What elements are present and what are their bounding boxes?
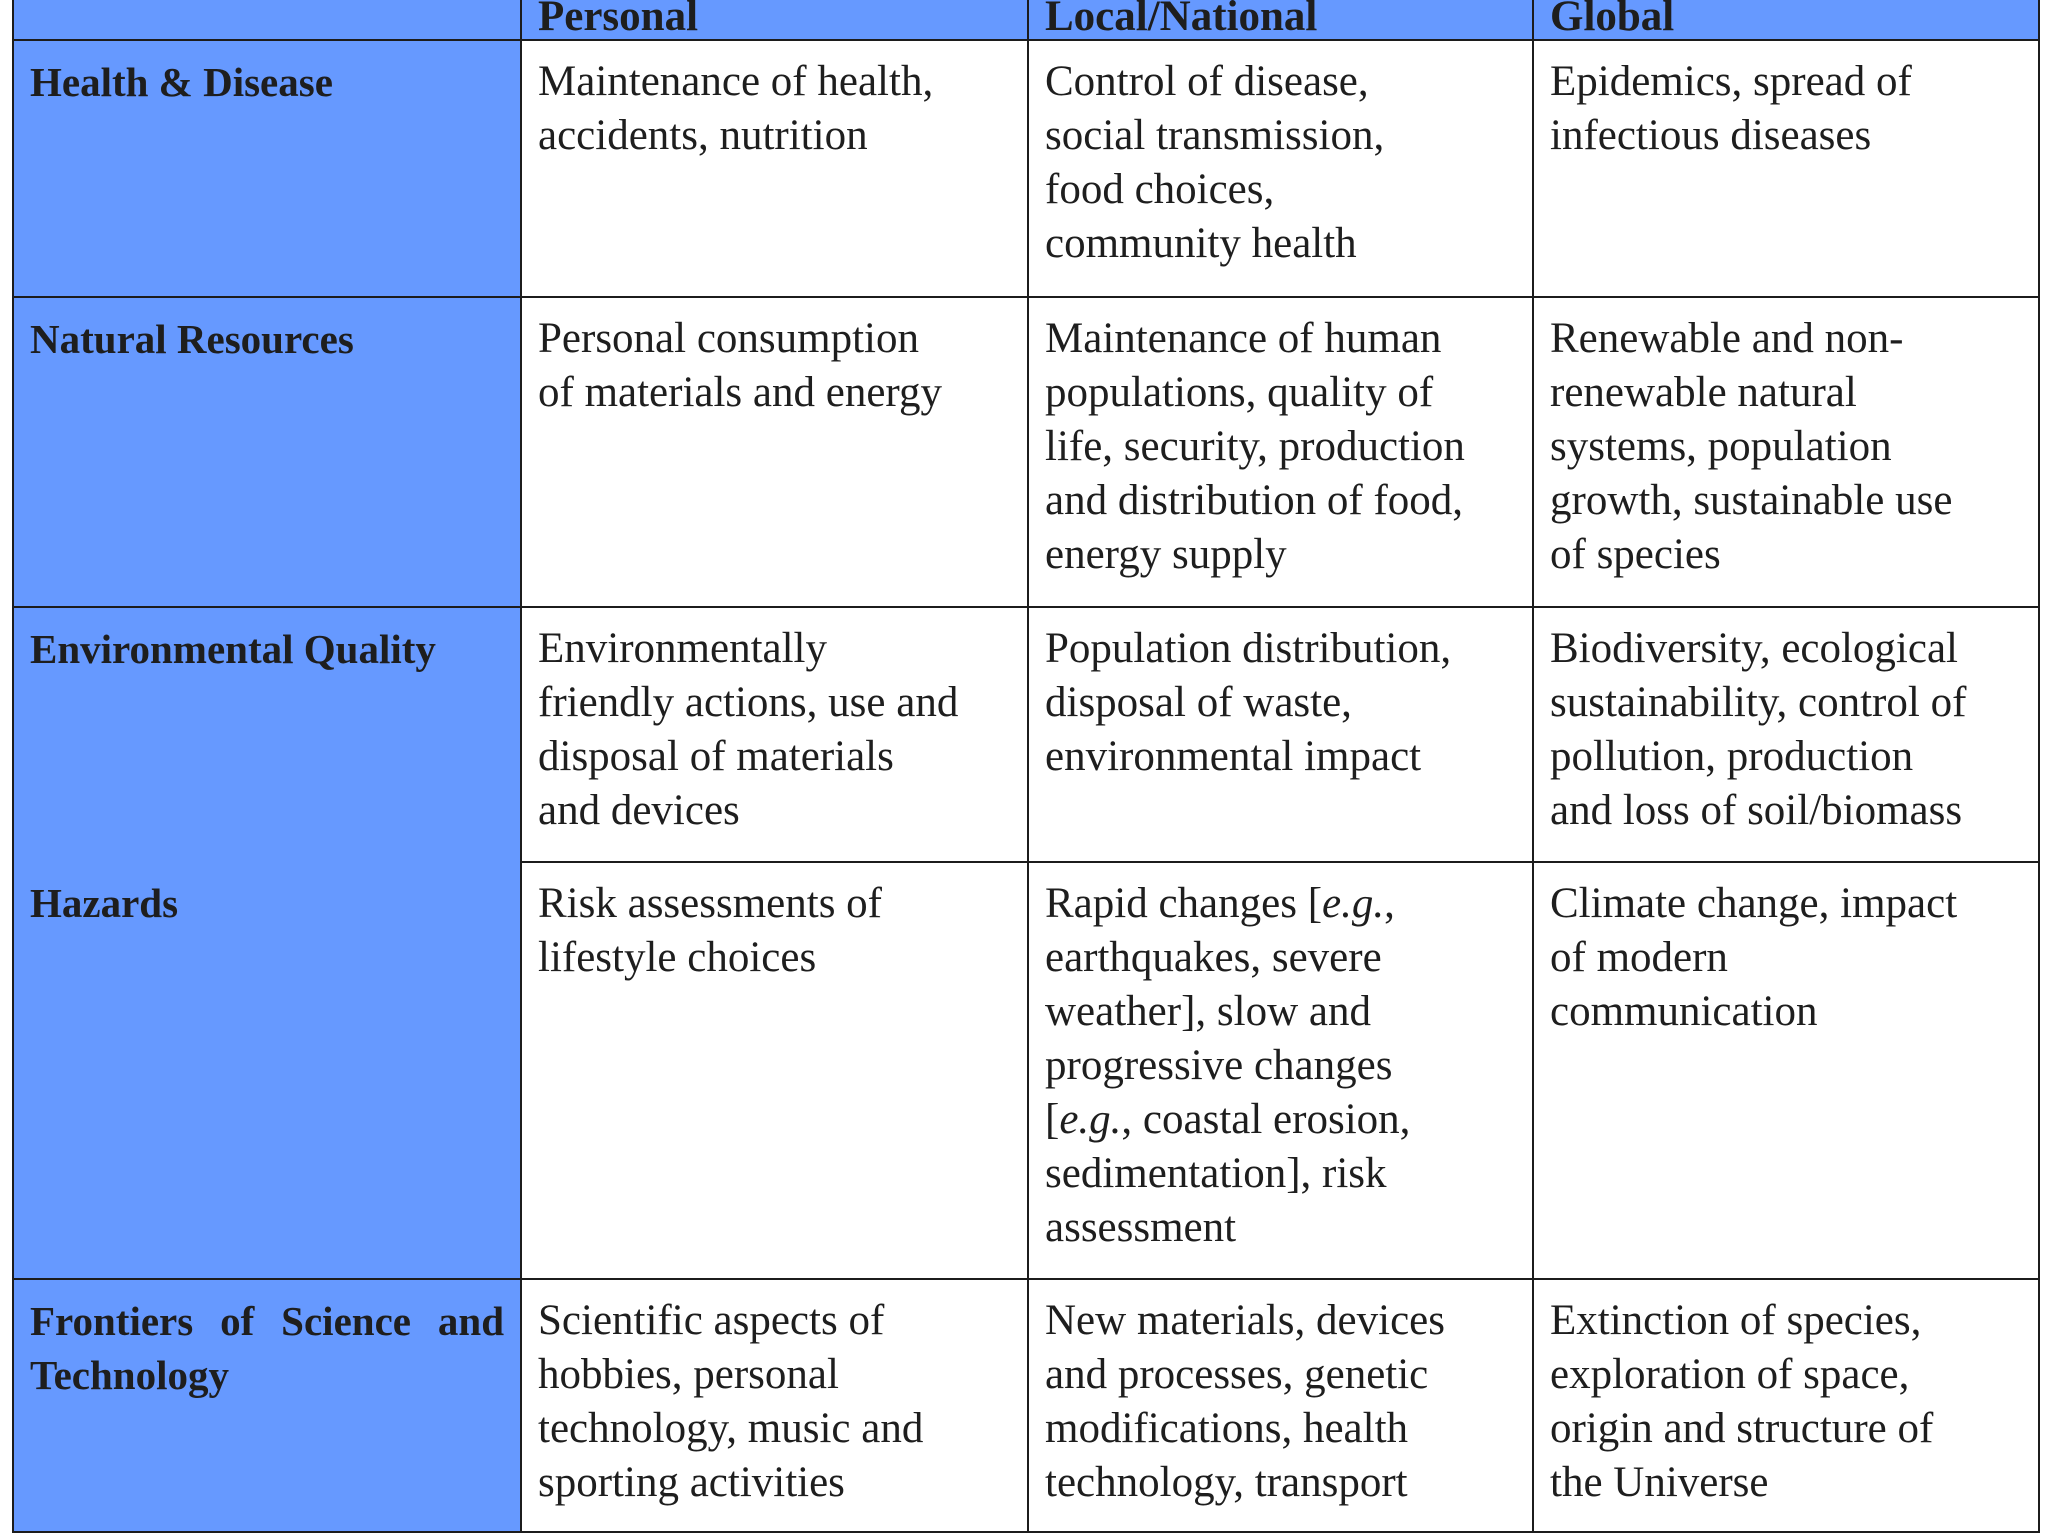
cell-text bbox=[1045, 880, 1410, 1251]
contexts-table bbox=[12, 0, 2040, 1533]
table-row-natural-resources bbox=[13, 297, 2039, 607]
row-category: Frontiers of Science and Technology bbox=[13, 1279, 521, 1532]
text-run: , earthquakes, severe weather], slow and progressive changes [ bbox=[1045, 879, 1395, 1143]
header-global: Global bbox=[1533, 0, 2039, 40]
cell-text: Climate change, impact of modern communication bbox=[1550, 879, 1958, 1035]
cell-global bbox=[1533, 607, 2039, 862]
cell-local-national bbox=[1028, 297, 1533, 607]
header-corner bbox=[13, 0, 521, 40]
text-run: , coastal erosion, sedimentation], risk assessment bbox=[1045, 1095, 1411, 1251]
cell-text: Extinction of species, exploration of space, origin and structure of the Universe bbox=[1550, 1296, 1934, 1506]
table-row-environmental-quality bbox=[13, 607, 2039, 862]
cell-text: Biodiversity, ecological sustainability, control of pollution, production and loss of soil/biomass bbox=[1550, 624, 1967, 834]
cell-global bbox=[1533, 297, 2039, 607]
cell-global bbox=[1533, 40, 2039, 297]
cell-text: Environmentally friendly actions, use and disposal of materials and devices bbox=[538, 624, 959, 834]
header-row bbox=[13, 0, 2039, 40]
cell-personal bbox=[521, 607, 1028, 862]
cell-personal bbox=[521, 862, 1028, 1279]
cell-global bbox=[1533, 1279, 2039, 1532]
cell-local-national bbox=[1028, 607, 1533, 862]
cell-text: Population distribution, disposal of waste, environmental impact bbox=[1045, 624, 1452, 780]
cell-text: Scientific aspects of hobbies, personal technology, music and sporting activities bbox=[538, 1296, 924, 1506]
text-run-italic: e.g. bbox=[1059, 1095, 1122, 1143]
cell-text: Control of disease, social transmission, food choices, community health bbox=[1045, 58, 1385, 267]
cell-text: Epidemics, spread of infectious diseases bbox=[1550, 58, 1912, 159]
text-run-italic: e.g. bbox=[1322, 879, 1385, 927]
cell-text: Maintenance of human populations, quality of life, security, production and distribution of food, energy supply bbox=[1045, 315, 1465, 579]
row-category: Natural Resources bbox=[13, 297, 521, 607]
cell-local-national bbox=[1028, 862, 1533, 1279]
cell-personal bbox=[521, 40, 1028, 297]
cell-text: Personal consumption of materials and energy bbox=[538, 315, 942, 417]
row-category: Hazards bbox=[13, 862, 521, 1279]
row-category: Health & Disease bbox=[13, 40, 521, 297]
cell-global bbox=[1533, 862, 2039, 1279]
cell-text: New materials, devices and processes, genetic modifications, health technology, transport bbox=[1045, 1296, 1445, 1506]
table-row-health-disease bbox=[13, 40, 2039, 297]
cell-local-national bbox=[1028, 40, 1533, 297]
cell-personal bbox=[521, 1279, 1028, 1532]
table-row-hazards bbox=[13, 862, 2039, 1279]
cell-personal bbox=[521, 297, 1028, 607]
header-local-national: Local/National bbox=[1028, 0, 1533, 40]
cell-text: Renewable and non- renewable natural systems, population growth, sustainable use of species bbox=[1550, 315, 1953, 579]
cell-text: Maintenance of health, accidents, nutrition bbox=[538, 58, 934, 159]
row-category: Environmental Quality bbox=[13, 607, 521, 862]
table-row-frontiers bbox=[13, 1279, 2039, 1532]
header-personal: Personal bbox=[521, 0, 1028, 40]
cell-text: Risk assessments of lifestyle choices bbox=[538, 879, 882, 981]
text-run: Rapid changes [ bbox=[1045, 879, 1323, 927]
cell-local-national bbox=[1028, 1279, 1533, 1532]
